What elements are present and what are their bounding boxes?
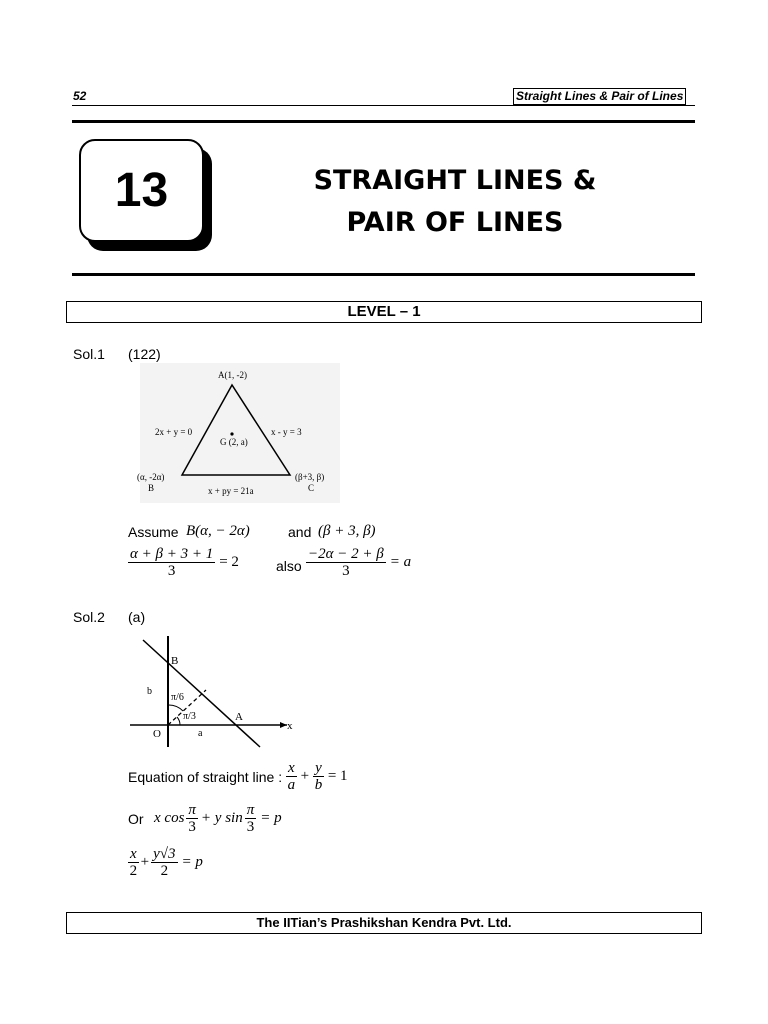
chapter-title — [250, 160, 660, 244]
running-title: Straight Lines & Pair of Lines — [513, 88, 686, 105]
eq2-fraction — [306, 546, 386, 579]
and-text: and — [288, 524, 312, 540]
plus-sign: + — [300, 768, 310, 784]
sol1-equation-1 — [128, 546, 239, 579]
three-den-b: 3 — [246, 819, 255, 835]
or-text: Or — [128, 811, 144, 827]
header-rule — [72, 105, 695, 106]
x-num-2: x — [130, 846, 137, 862]
sol1-equation-2 — [306, 546, 411, 579]
pi-over-3-a — [186, 802, 198, 835]
sol2-label: Sol.2 — [73, 609, 105, 625]
side-right-label: x - y = 3 — [271, 427, 302, 437]
centroid-point — [230, 432, 233, 435]
x-cos: x cos — [154, 810, 185, 826]
plus-sign-2: + — [140, 854, 150, 870]
side-left-label: 2x + y = 0 — [155, 427, 193, 437]
point-a-label: A — [235, 711, 243, 723]
normal-form-equation — [154, 802, 282, 835]
eq2-denominator: 3 — [342, 563, 350, 579]
sol2-intercept-figure — [125, 633, 300, 748]
two-den-b: 2 — [160, 863, 169, 879]
centroid-label: G (2, a) — [220, 437, 248, 447]
intercept-form-equation — [286, 760, 348, 793]
footer-publisher: The IITian’s Prashikshan Kendra Pvt. Ltd. — [66, 912, 702, 934]
a-den: a — [287, 777, 296, 793]
chapter-title-line2: PAIR OF LINES — [346, 207, 564, 238]
intercept-a-label: a — [198, 728, 203, 739]
eq2-numerator: −2α − 2 + β — [308, 546, 384, 562]
point-c-expr: (β + 3, β) — [318, 523, 376, 539]
two-den-a: 2 — [129, 863, 138, 879]
normal-rhs: = p — [260, 810, 282, 826]
x-over-a — [286, 760, 297, 793]
x-axis-label: x — [287, 720, 293, 732]
eq1-fraction — [128, 546, 215, 579]
y-over-b — [313, 760, 324, 793]
b-den: b — [314, 777, 323, 793]
vertex-c-coord: (β+3, β) — [295, 472, 325, 482]
chapter-number-badge — [79, 139, 204, 242]
final-equation — [128, 846, 203, 879]
eq1-rhs: = 2 — [219, 554, 239, 570]
vertex-c-label: C — [308, 483, 315, 493]
vertex-a-label: A(1, -2) — [218, 370, 247, 380]
side-bottom-label: x + py = 21a — [208, 486, 254, 496]
y-sin: + y sin — [200, 810, 243, 826]
pi-num-b: π — [246, 802, 255, 818]
x-num: x — [288, 760, 295, 776]
eq1-denominator: 3 — [167, 563, 176, 579]
also-text: also — [276, 558, 302, 574]
angle-pi3-label: π/3 — [183, 711, 196, 722]
chapter-title-line1: STRAIGHT LINES & — [313, 165, 597, 196]
eq1-numerator: α + β + 3 + 1 — [130, 546, 214, 562]
level-heading: LEVEL – 1 — [66, 301, 702, 323]
angle-pi6-label: π/6 — [171, 692, 184, 703]
origin-label: O — [153, 728, 161, 740]
eq2-rhs: = a — [389, 554, 412, 570]
equation-line-text: Equation of straight line : — [128, 769, 283, 785]
sol1-answer: (122) — [128, 346, 161, 362]
three-den-a: 3 — [188, 819, 196, 835]
angle-arc-1 — [177, 717, 180, 725]
point-b-expr: B(α, − 2α) — [186, 523, 250, 539]
sol1-label: Sol.1 — [73, 346, 105, 362]
vertex-b-label: B — [148, 483, 155, 493]
y-root3-over-2 — [151, 846, 177, 879]
assume-text: Assume — [128, 524, 179, 540]
sol2-answer: (a) — [128, 609, 146, 625]
sol1-triangle-figure — [137, 363, 340, 503]
chapter-top-rule — [72, 120, 695, 123]
vertex-b-coord: (α, -2α) — [137, 472, 165, 482]
angle-arc-2 — [168, 705, 183, 711]
page-number: 52 — [73, 89, 87, 103]
chapter-bottom-rule — [72, 273, 695, 276]
final-rhs: = p — [181, 854, 203, 870]
point-b-label: B — [171, 655, 179, 667]
intercept-b-label: b — [147, 686, 152, 697]
y-root3-num: y√3 — [153, 846, 176, 862]
eq-rhs-one: = 1 — [327, 768, 348, 784]
y-num: y — [315, 760, 322, 776]
x-axis-arrow — [280, 722, 287, 728]
x-over-2 — [128, 846, 139, 879]
chapter-number: 13 — [114, 164, 169, 217]
pi-num-a: π — [188, 802, 196, 818]
pi-over-3-b — [245, 802, 257, 835]
